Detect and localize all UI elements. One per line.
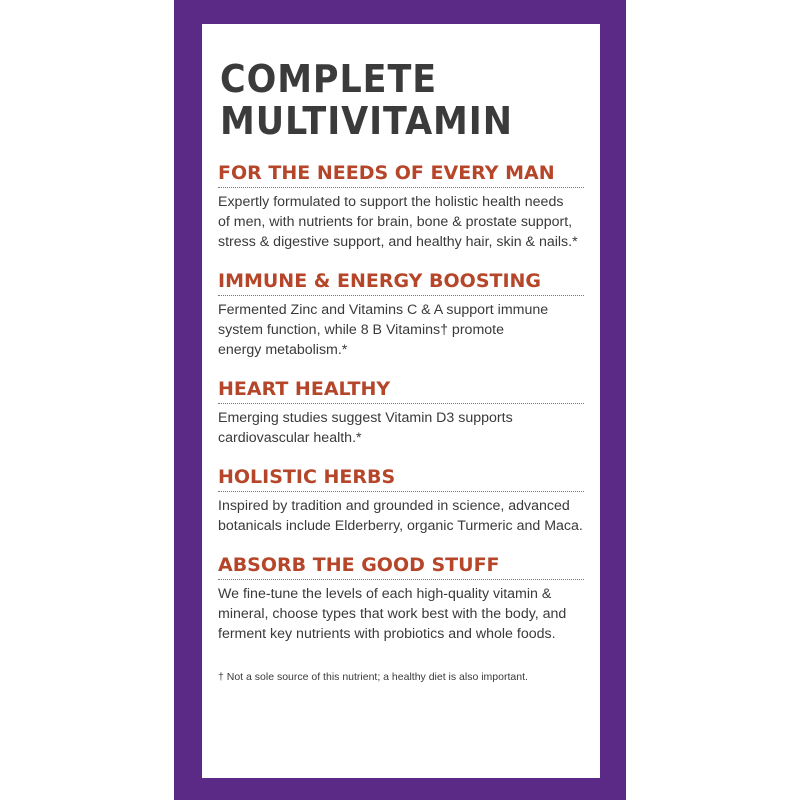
section-body xyxy=(218,496,584,536)
section-immune-energy xyxy=(218,270,584,360)
body-line: botanicals include Elderberry, organic Turmeric and Maca. xyxy=(218,518,583,534)
section-heart-healthy xyxy=(218,378,584,448)
section-body xyxy=(218,584,584,644)
section-heading: HEART HEALTHY xyxy=(218,378,584,404)
section-holistic-herbs xyxy=(218,466,584,536)
title-line-2: MULTIVITAMIN xyxy=(220,99,513,143)
section-every-man xyxy=(218,162,584,252)
body-line: of men, with nutrients for brain, bone & prostate support, xyxy=(218,214,573,230)
section-heading: ABSORB THE GOOD STUFF xyxy=(218,554,584,580)
body-line: Fermented Zinc and Vitamins C & A support immune xyxy=(218,302,549,318)
section-heading: IMMUNE & ENERGY BOOSTING xyxy=(218,270,584,296)
section-heading: FOR THE NEEDS OF EVERY MAN xyxy=(218,162,584,188)
info-panel xyxy=(202,24,600,778)
body-line: Emerging studies suggest Vitamin D3 supports xyxy=(218,410,513,426)
body-line: Expertly formulated to support the holistic health needs xyxy=(218,194,564,210)
body-line: system function, while 8 B Vitamins† promote xyxy=(218,322,504,338)
body-line: Inspired by tradition and grounded in science, advanced xyxy=(218,498,570,514)
body-line: mineral, choose types that work best with the body, and xyxy=(218,606,567,622)
section-body xyxy=(218,300,584,360)
section-heading: HOLISTIC HERBS xyxy=(218,466,584,492)
body-line: ferment key nutrients with probiotics and whole foods. xyxy=(218,626,556,642)
footnote: † Not a sole source of this nutrient; a healthy diet is also important. xyxy=(218,671,528,683)
section-absorb xyxy=(218,554,584,644)
title-line-1: COMPLETE xyxy=(220,57,438,101)
page-title xyxy=(220,58,555,142)
section-body xyxy=(218,192,584,252)
body-line: stress & digestive support, and healthy hair, skin & nails.* xyxy=(218,234,578,250)
section-body xyxy=(218,408,584,448)
body-line: We fine-tune the levels of each high-quality vitamin & xyxy=(218,586,552,602)
body-line: energy metabolism.* xyxy=(218,342,348,358)
body-line: cardiovascular health.* xyxy=(218,430,362,446)
